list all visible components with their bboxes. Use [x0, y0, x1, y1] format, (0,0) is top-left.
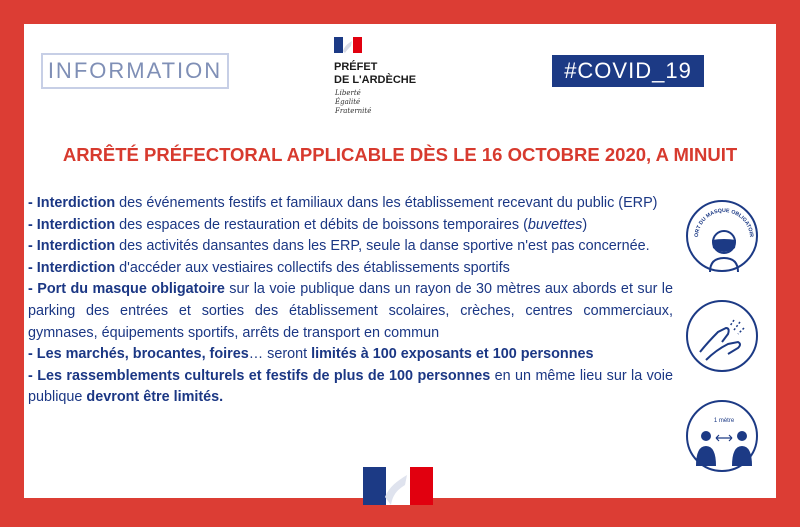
covid-hashtag: #COVID_19	[552, 55, 704, 87]
footer-republic-flag-icon	[363, 467, 433, 505]
prefet-logo	[318, 37, 428, 139]
rules-list	[28, 193, 673, 409]
rule-item: - Interdiction des activités dansantes dans les ERP, seule la danse sportive n'est pas concernée.	[28, 238, 650, 255]
distance-pictogram	[686, 400, 758, 472]
republic-motto: Liberté Égalité Fraternité	[335, 89, 372, 115]
marianne-flag-icon	[334, 37, 362, 57]
distancing-icon	[688, 402, 760, 474]
mask-label: ORT DU MASQUE OBLIGATOIR	[693, 207, 755, 238]
rule-item: - Port du masque obligatoire sur la voie publique dans un rayon de 30 mètres aux abords et sur le parking des entrées et sorties des établissement scolaires, crèches, centres commerciaux, gymnases, équipements sportifs, arrêts de transport en commun	[28, 281, 673, 341]
rule-item: - Les marchés, brocantes, foires… seront limités à 100 exposants et 100 personnes	[28, 346, 594, 363]
handwash-icon	[688, 302, 760, 374]
handwash-pictogram	[686, 300, 758, 372]
decree-title: ARRÊTÉ PRÉFECTORAL APPLICABLE DÈS LE 16 OCTOBRE 2020, A MINUIT	[62, 144, 738, 165]
rule-item: - Interdiction des espaces de restauration et débits de boissons temporaires (buvettes)	[28, 216, 588, 233]
distance-label: 1 mètre	[713, 418, 735, 424]
rule-item: - Interdiction d'accéder aux vestiaires collectifs des établissements sportifs	[28, 259, 510, 276]
information-tag: INFORMATION	[41, 53, 229, 89]
mask-icon	[688, 202, 760, 274]
prefet-name: PRÉFET DE L'ARDÈCHE	[334, 61, 417, 86]
rule-item: - Les rassemblements culturels et festifs de plus de 100 personnes en un même lieu sur la voie publique devront être limités.	[28, 367, 673, 406]
rule-item: - Interdiction des événements festifs et familiaux dans les établissement recevant du public (ERP)	[28, 195, 658, 211]
mask-pictogram	[686, 200, 758, 272]
